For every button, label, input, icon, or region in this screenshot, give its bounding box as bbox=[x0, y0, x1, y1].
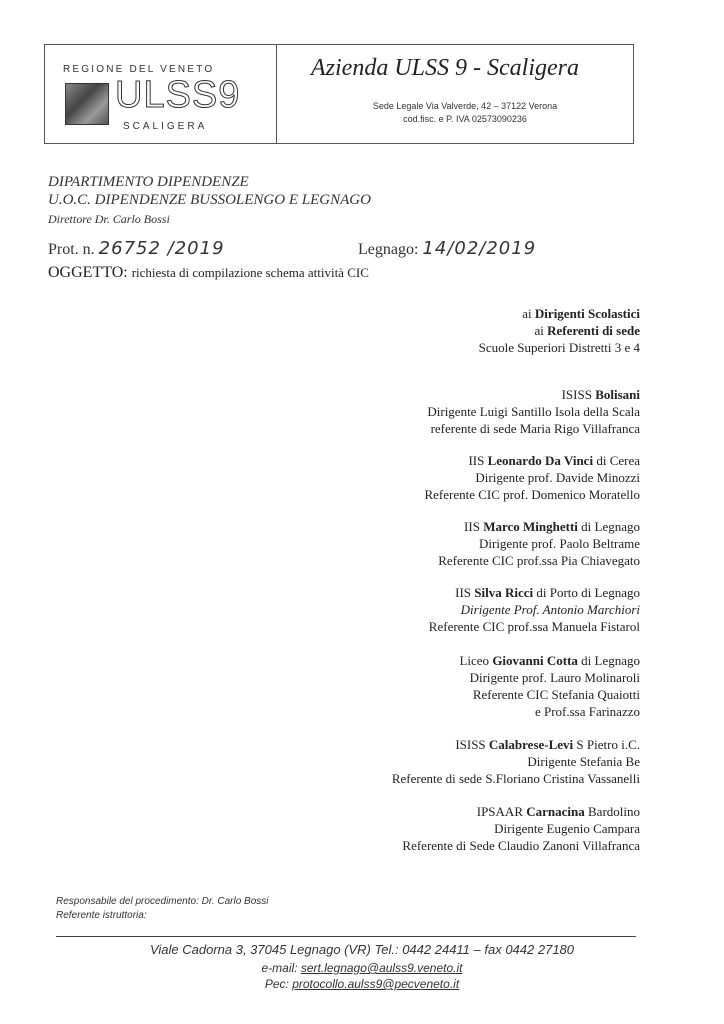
responsible-line: Responsabile del procedimento: Dr. Carlo Bossi bbox=[56, 896, 269, 907]
place-label: Legnago: bbox=[358, 241, 419, 258]
logo-panel bbox=[45, 45, 277, 143]
protocol-date: 14/02/2019 bbox=[422, 238, 537, 259]
protocol-label: Prot. n. bbox=[48, 241, 95, 258]
school-entry: ISISS Bolisani Dirigente Luigi Santillo Isola della Scala referente di sede Maria Rigo Villafranca bbox=[427, 387, 640, 436]
letterhead bbox=[44, 44, 634, 144]
legal-address bbox=[345, 100, 585, 126]
director-line: Direttore Dr. Carlo Bossi bbox=[48, 212, 170, 226]
subject-label: OGGETTO: bbox=[48, 264, 128, 281]
protocol-number: 26752 /2019 bbox=[98, 238, 225, 259]
school-entry: IIS Silva Ricci di Porto di Legnago Dirigente Prof. Antonio Marchiori Referente CIC prof.ssa Manuela Fistarol bbox=[428, 585, 640, 634]
date-row bbox=[358, 238, 536, 259]
referent-line: Referente istruttoria: bbox=[56, 910, 147, 921]
region-label: REGIONE DEL VENETO bbox=[63, 64, 215, 75]
school-entry: Liceo Giovanni Cotta di Legnago Dirigente prof. Lauro Molinaroli Referente CIC Stefania Quaiotti e Prof.ssa Farinazzo bbox=[459, 653, 640, 719]
department-name: DIPARTIMENTO DIPENDENZE bbox=[48, 174, 249, 190]
subject-row bbox=[48, 264, 369, 282]
pec-link[interactable]: protocollo.aulss9@pecveneto.it bbox=[292, 977, 460, 991]
addressee-line: ai Dirigenti Scolastici bbox=[522, 306, 640, 321]
school-entry: IIS Leonardo Da Vinci di Cerea Dirigente prof. Davide Minozzi Referente CIC prof. Domenico Moratello bbox=[424, 453, 640, 502]
school-entry: IPSAAR Carnacina Bardolino Dirigente Eugenio Campara Referente di Sede Claudio Zanoni Villafranca bbox=[402, 804, 640, 853]
codfisc-line: cod.fisc. e P. IVA 02573090236 bbox=[403, 114, 527, 124]
ulss-logo-text: ULSS9 bbox=[115, 74, 241, 116]
addressee-line: Scuole Superiori Distretti 3 e 4 bbox=[478, 340, 640, 355]
school-entry: IIS Marco Minghetti di Legnago Dirigente prof. Paolo Beltrame Referente CIC prof.ssa Pia Chiavegato bbox=[438, 519, 640, 568]
sede-line: Sede Legale Via Valverde, 42 – 37122 Verona bbox=[372, 101, 558, 111]
scaligera-label: SCALIGERA bbox=[123, 121, 208, 132]
lion-emblem-icon bbox=[65, 83, 109, 125]
addressees bbox=[479, 305, 640, 356]
footer-divider bbox=[56, 936, 636, 937]
addressee-line: ai Referenti di sede bbox=[534, 323, 640, 338]
footer-pec: Pec: protocollo.aulss9@pecveneto.it bbox=[264, 977, 460, 991]
footer-email: e-mail: sert.legnago@aulss9.veneto.it bbox=[261, 961, 463, 975]
subject-text: richiesta di compilazione schema attività CIC bbox=[131, 265, 369, 280]
school-entry: ISISS Calabrese-Levi S Pietro i.C. Dirigente Stefania Be Referente di sede S.Floriano Cristina Vassanelli bbox=[391, 737, 640, 786]
protocol-row bbox=[48, 238, 225, 259]
organization-title: Azienda ULSS 9 - Scaligera bbox=[311, 55, 579, 81]
footer-address: Viale Cadorna 3, 37045 Legnago (VR) Tel.: 0442 24411 – fax 0442 27180 bbox=[149, 942, 575, 957]
email-link[interactable]: sert.legnago@aulss9.veneto.it bbox=[300, 961, 463, 975]
unit-name: U.O.C. DIPENDENZE BUSSOLENGO E LEGNAGO bbox=[48, 192, 371, 208]
